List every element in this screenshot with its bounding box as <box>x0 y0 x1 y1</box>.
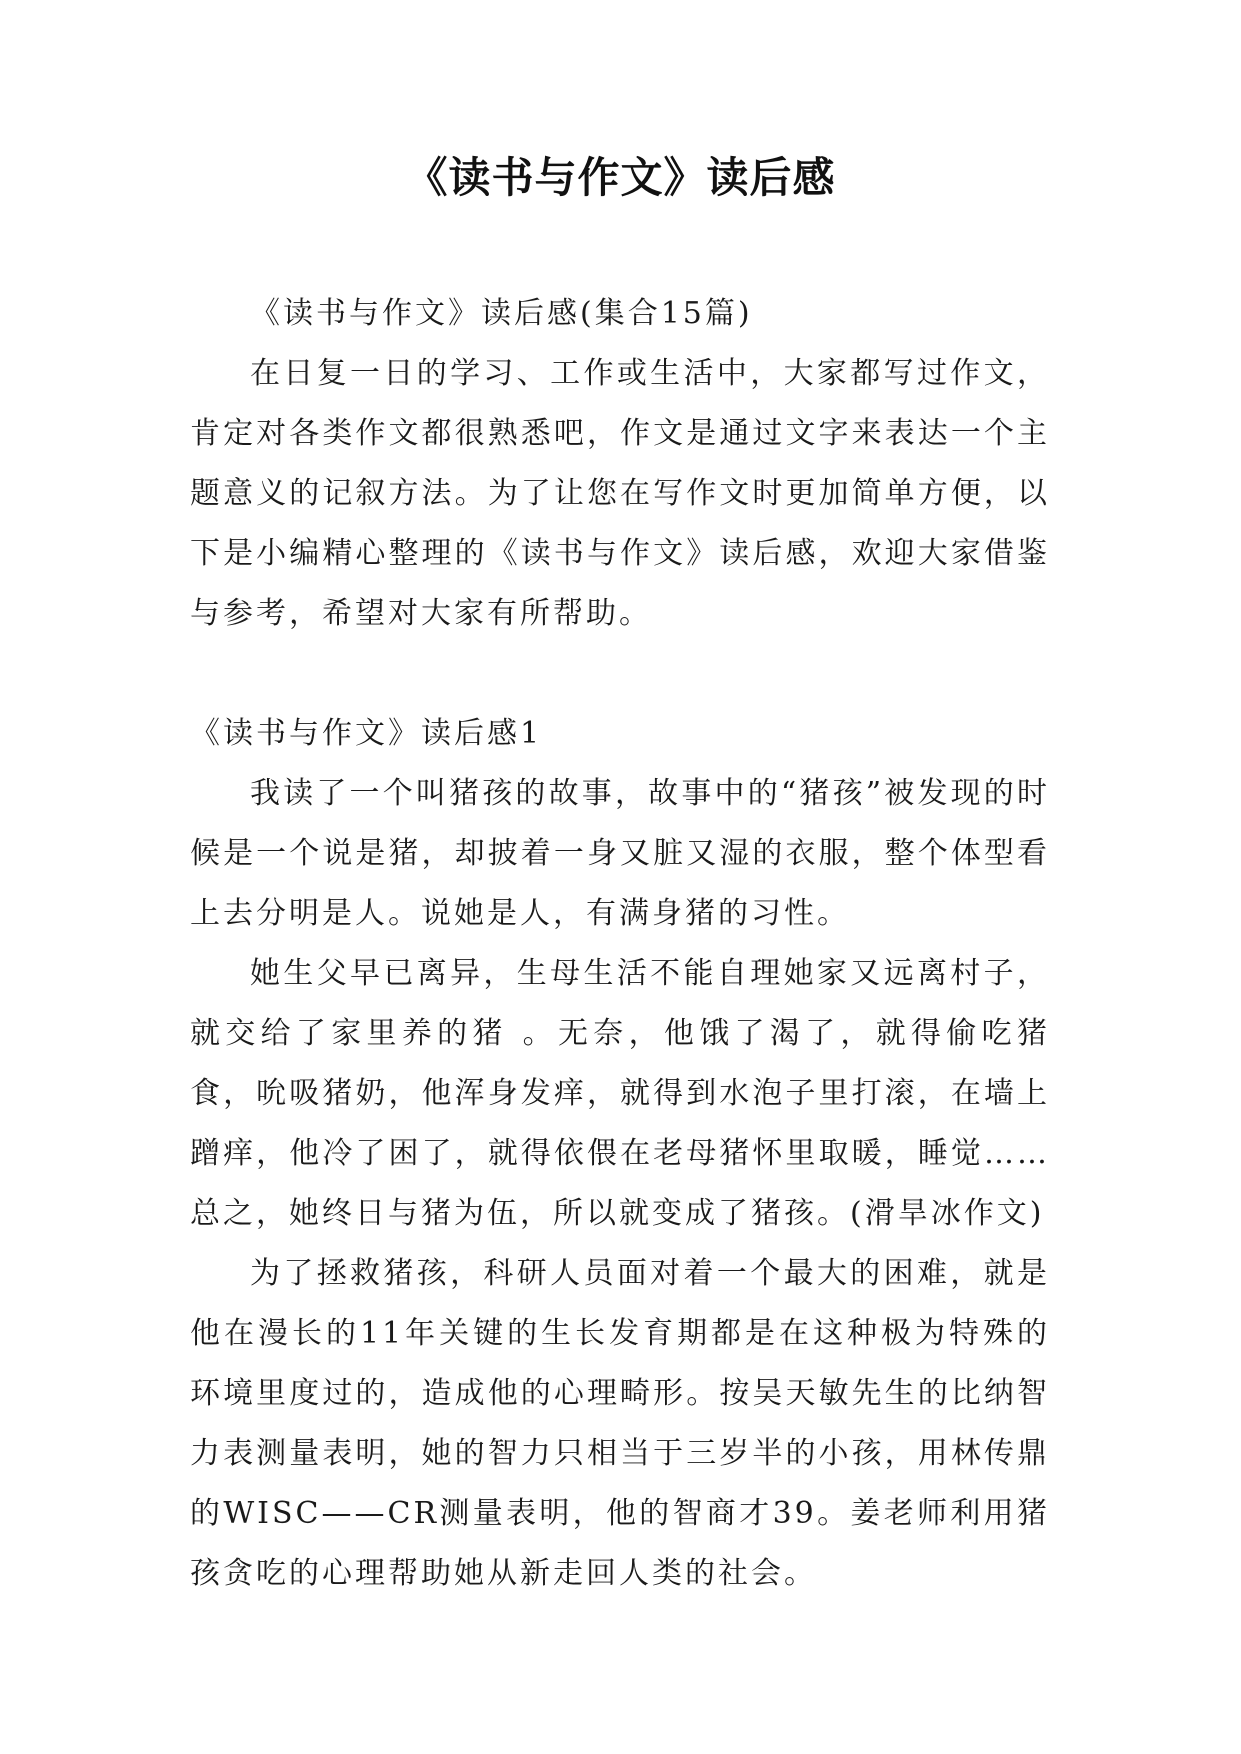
intro-paragraph: 在日复一日的学习、工作或生活中，大家都写过作文，肯定对各类作文都很熟悉吧，作文是通过文字来表达一个主题意义的记叙方法。为了让您在写作文时更加简单方便，以下是小编精心整理的《读书与作文》读后感，欢迎大家借鉴与参考，希望对大家有所帮助。 <box>190 356 1050 631</box>
section-spacer <box>190 644 1050 704</box>
section-1-heading: 《读书与作文》读后感1 <box>190 716 543 751</box>
document-title: 《读书与作文》读后感 <box>405 153 836 202</box>
section-1-paragraph-1: 我读了一个叫猪孩的故事，故事中的“猪孩”被发现的时候是一个说是猪，却披着一身又脏又湿的衣服，整个体型看上去分明是人。说她是人，有满身猪的习性。 <box>190 776 1050 931</box>
section-1-paragraph-3: 为了拯救猪孩，科研人员面对着一个最大的困难，就是他在漫长的11年关键的生长发育期都是在这种极为特殊的环境里度过的，造成他的心理畸形。按吴天敏先生的比纳智力表测量表明，她的智力只相当于三岁半的小孩，用林传鼎的WISC——CR测量表明，他的智商才39。姜老师利用猪孩贪吃的心理帮助她从新走回人类的社会。 <box>190 1256 1050 1591</box>
document-body <box>190 284 1050 1604</box>
intro-subtitle: 《读书与作文》读后感(集合15篇) <box>250 296 753 331</box>
section-1-paragraph-2: 她生父早已离异，生母生活不能自理她家又远离村子，就交给了家里养的猪 。无奈，他饿了渴了，就得偷吃猪食，吮吸猪奶，他浑身发痒，就得到水泡子里打滚，在墙上蹭痒，他冷了困了，就得依偎在老母猪怀里取暖，睡觉……总之，她终日与猪为伍，所以就变成了猪孩。(滑旱冰作文) <box>190 956 1050 1231</box>
